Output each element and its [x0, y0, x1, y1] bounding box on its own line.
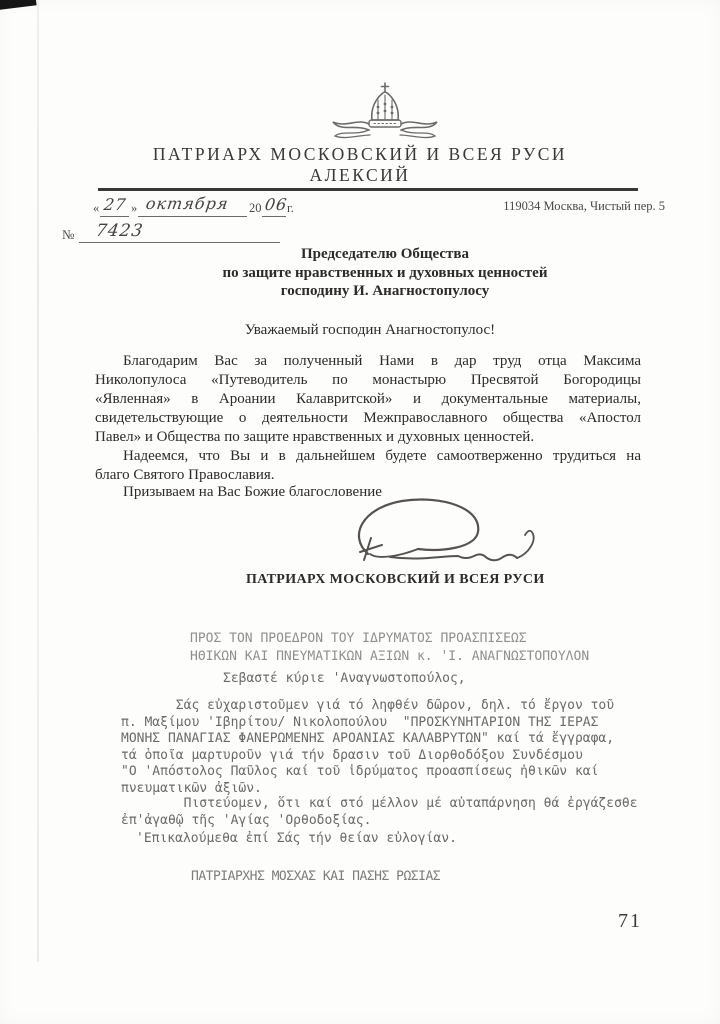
greek-closing [136, 831, 457, 848]
date-year-underline [262, 216, 286, 217]
patriarch-signature [330, 494, 550, 576]
text-line: Благодарим Вас за полученный Нами в дар труд отца Максима [123, 353, 641, 369]
text-line: Николопулоса «Путеводитель по монастырю Пресвятой Богородицы [95, 372, 641, 388]
reference-number-underline [79, 242, 280, 243]
text-line: ΠΡΟΣ ΤΟΝ ΠΡΟΕΔΡΟΝ ΤΟΥ ΙΔΡΥΜΑΤΟΣ ΠΡΟΑΣΠΙΣΕΩΣ [190, 631, 527, 646]
scan-corner-artifact [0, 0, 37, 11]
text-line: Πιστεύομεν, ὅτι καί στό μέλλον μέ αὐταπάρνηση θά ἐργάζεσθε [121, 796, 638, 811]
text-line: 'Επικαλούμεθα ἐπί Σάς τήν θείαν εὐλογίαν. [136, 831, 457, 846]
date-year-suffix: г. [287, 201, 294, 215]
date-day-handwritten: 27 [102, 195, 128, 214]
date-close-quote: » [131, 201, 138, 215]
text-line: Павел» и Общества по защите нравственных и духовных ценностей. [95, 429, 535, 445]
letterhead-name: АЛЕКСИЙ [309, 165, 411, 185]
russian-salutation: Уважаемый господин Анагностопулос! [244, 322, 496, 338]
russian-paragraph-1 [95, 352, 641, 447]
greek-salutation [223, 671, 466, 688]
text-line: πνευματικῶν ἀξιῶν. [121, 780, 262, 796]
reference-number-handwritten: 7423 [94, 221, 145, 241]
date-year-handwritten: 06 [263, 195, 289, 214]
greek-paragraph-2 [121, 796, 638, 829]
reference-number-label: № [62, 227, 75, 242]
text-line: благо Святого Православия. [95, 467, 275, 483]
text-line: π. Μαξίμου 'Ιβηρίτου/ Νικολοπούλου "ΠΡΟΣΚΥΝΗΤΑΡΙΟΝ ΤΗΣ ΙΕΡΑΣ [121, 714, 599, 730]
text-line: «Явленная» в Ароании Калавритской» и документальные материалы, [95, 391, 641, 407]
date-open-quote: « [93, 201, 100, 215]
text-line: τά ὁποῖα μαρτυροῦν γιά τήν δρασιν τοῦ Διορθοδόξου Συνδέσμου [121, 747, 583, 763]
russian-paragraph-2 [95, 447, 641, 485]
page-number: 71 [618, 910, 642, 932]
patriarchal-mitre-emblem-icon [325, 80, 445, 148]
text-line: господину И. Анагностопулосу [280, 283, 490, 299]
russian-signature-caption: ПАТРИАРХ МОСКОВСКИЙ И ВСЕЯ РУСИ [246, 572, 545, 587]
text-line: ἐπ'ἀγαθῷ τῆς 'Αγίας 'Ορθοδοξίας. [121, 812, 372, 828]
russian-closing: Призываем на Вас Божие благословение [123, 484, 382, 500]
text-line: Надеемся, что Вы и в дальнейшем будете самоотверженно трудиться на [123, 448, 641, 464]
addressee-block [110, 245, 660, 301]
greek-paragraph-1 [121, 698, 614, 797]
text-line: ΠΑΤΡΙΑΡΧΗΣ ΜΟΣΧΑΣ ΚΑΙ ΠΑΣΗΣ ΡΩΣΙΑΣ [191, 869, 441, 884]
text-line: ΗΘΙΚΩΝ ΚΑΙ ΠΝΕΥΜΑΤΙΚΩΝ ΑΞΙΩΝ κ. 'Ι. ΑΝΑΓΝΩΣΤΟΠΟΥΛΟΝ [190, 649, 590, 664]
text-line: по защите нравственных и духовных ценностей [222, 264, 548, 281]
letterhead-address: 119034 Москва, Чистый пер. 5 [503, 199, 665, 213]
letterhead-rule [98, 188, 638, 191]
date-month-handwritten: октября [144, 194, 230, 213]
text-line: Σεβαστέ κύριε 'Αναγνωστοπούλος, [223, 671, 466, 686]
text-line: свидетельствующие о деятельности Межправославного общества «Апостол [95, 410, 641, 426]
russian-body [95, 352, 641, 485]
text-line: ΜΟΝΗΣ ΠΑΝΑΓΙΑΣ ΦΑΝΕΡΩΜΕΝΗΣ ΑΡΟΑΝΙΑΣ ΚΑΛΑΒΡΥΤΩΝ" καί τά ἔγγραφα, [121, 731, 615, 746]
date-month-underline [138, 216, 247, 217]
greek-signature-caption [191, 869, 440, 886]
text-line: Σάς εὐχαριστοῦμεν γιά τό ληφθέν δῶρον, δηλ. τό ἔργον τοῦ [121, 698, 615, 713]
date-year-prefix: 20 [249, 201, 262, 215]
text-line: Председателю Общества [300, 246, 469, 262]
text-line: "Ο 'Απόστολος Παῦλος καί τοῦ ἱδρύματος προασπίσεως ἠθικῶν καί [121, 764, 599, 779]
letterhead-title: ПАТРИАРХ МОСКОВСКИЙ И ВСЕЯ РУСИ [152, 144, 568, 164]
date-day-underline [100, 216, 129, 217]
greek-addressee-heading [190, 630, 589, 666]
